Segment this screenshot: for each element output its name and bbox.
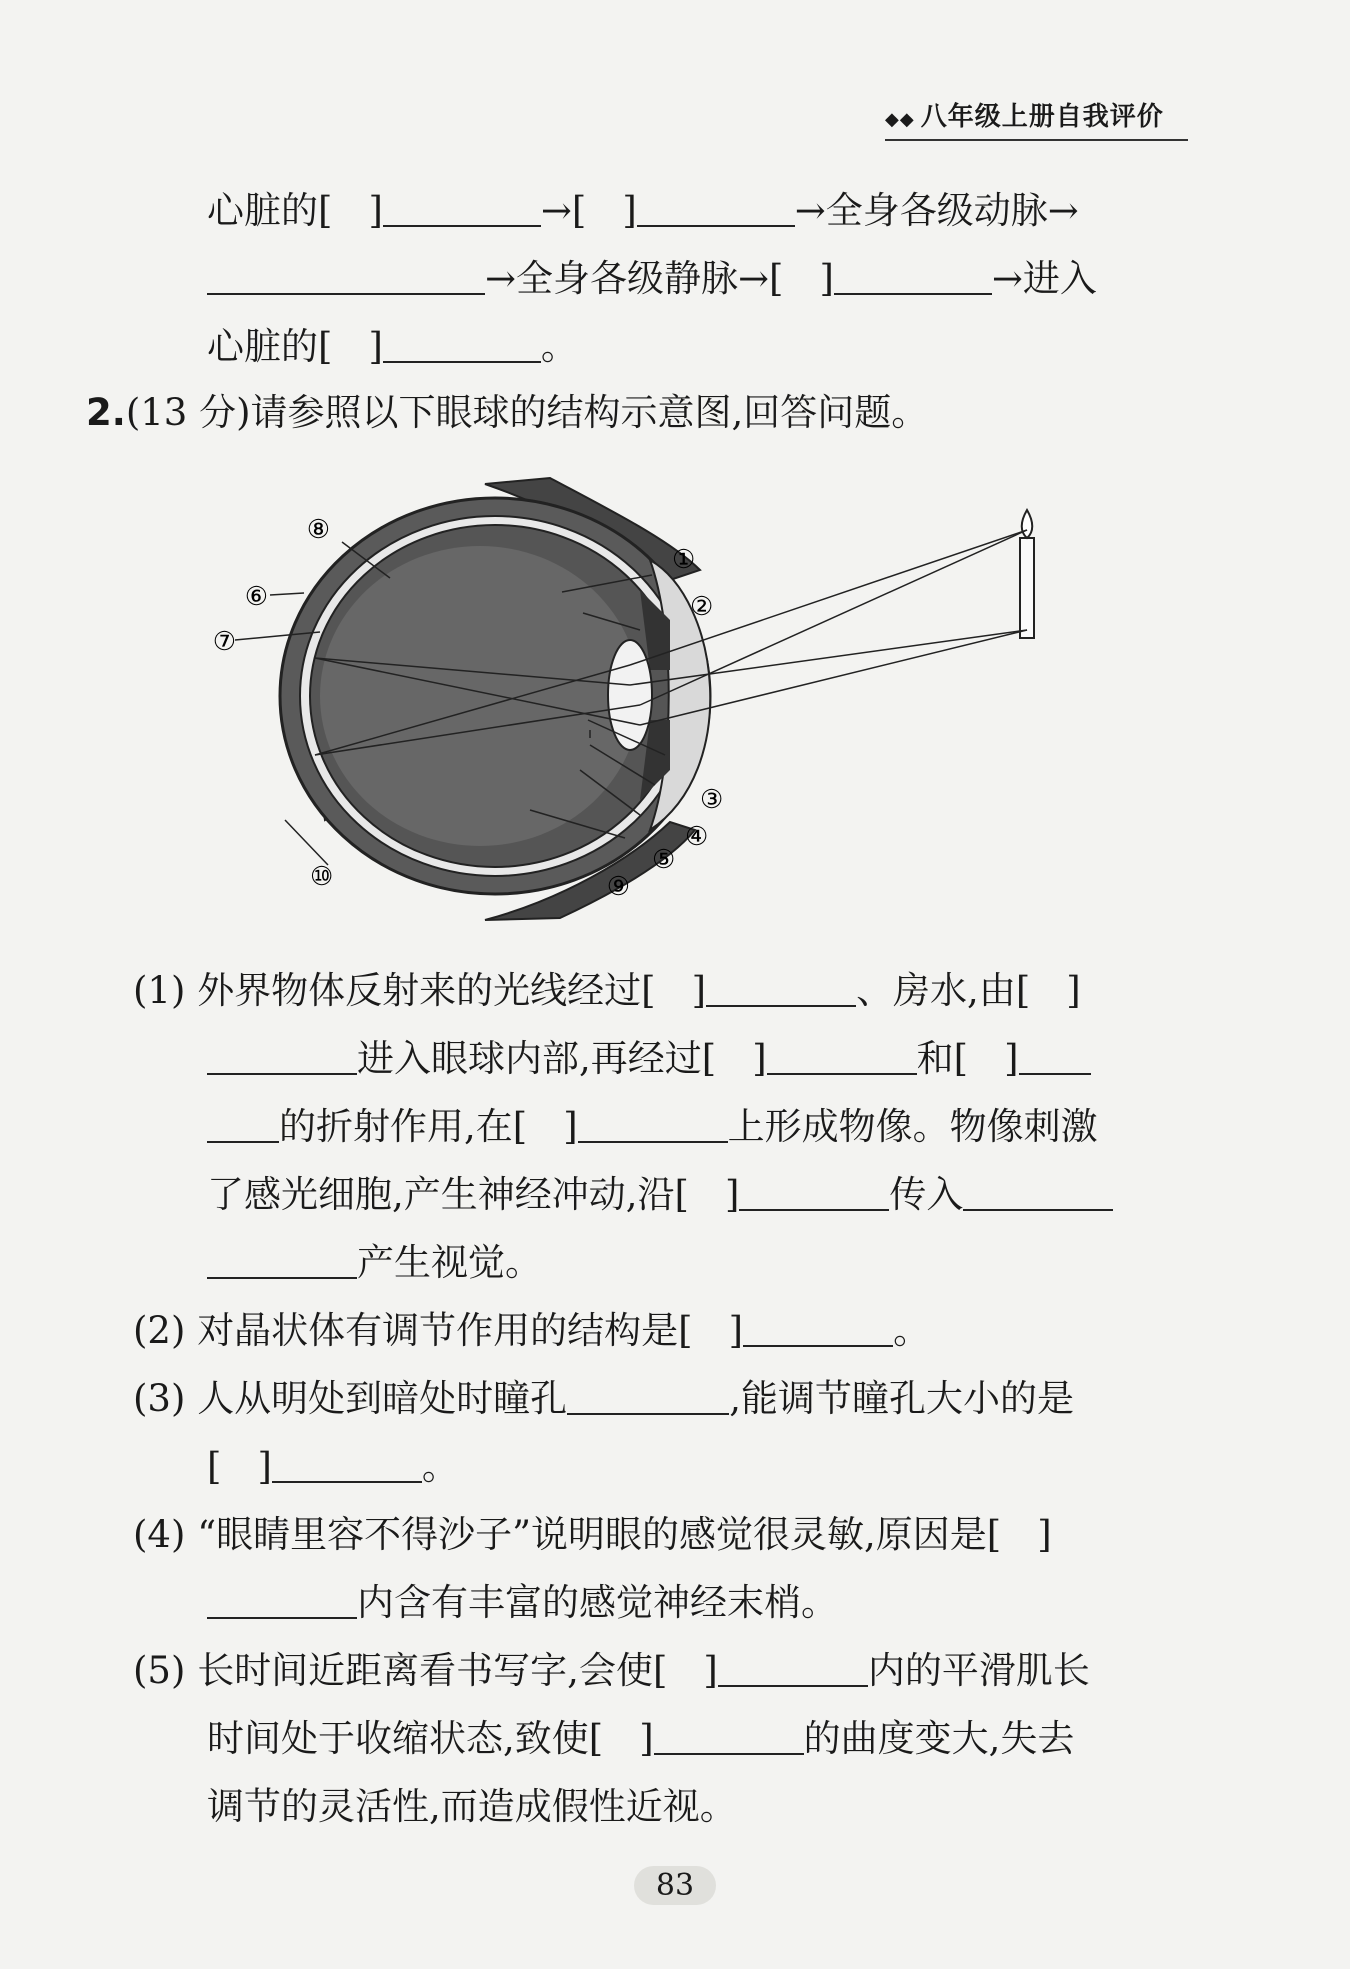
label-9: ⑨ [606, 872, 630, 902]
q2-part-1-line-5: 产生视觉。 [207, 1238, 542, 1288]
q2-part-1-line-4: 了感光细胞,产生神经冲动,沿[ ] 传入 [207, 1170, 1113, 1220]
q2-part-5-line-2: 时间处于收缩状态,致使[ ] 的曲度变大,失去 [207, 1717, 1075, 1760]
answer-blank[interactable] [706, 971, 856, 1007]
label-8: ⑧ [306, 515, 330, 545]
answer-blank[interactable] [1019, 1039, 1091, 1075]
answer-blank[interactable] [767, 1039, 917, 1075]
answer-blank[interactable] [207, 1039, 357, 1075]
q2-stem: 2.(13 分)请参照以下眼球的结构示意图,回答问题。 [86, 391, 929, 434]
q2-part-5-line-1: (5) 长时间近距离看书写字,会使[ ] 内的平滑肌长 [133, 1649, 1090, 1692]
label-3: ③ [700, 785, 724, 815]
q2-part-1-line-2: 进入眼球内部,再经过[ ] 和[ ] [207, 1034, 1091, 1084]
label-1: ① [672, 545, 696, 575]
label-5: ⑤ [652, 845, 676, 875]
answer-blank[interactable] [207, 1583, 357, 1619]
answer-blank[interactable] [383, 327, 541, 363]
answer-blank[interactable] [834, 259, 992, 295]
answer-blank[interactable] [743, 1311, 893, 1347]
answer-blank[interactable] [637, 191, 795, 227]
q2-part-3-line-2: [ ] 。 [207, 1445, 459, 1488]
answer-blank[interactable] [207, 259, 485, 295]
q2-part-4-line-2: 内含有丰富的感觉神经末梢。 [207, 1578, 838, 1628]
label-7: ⑦ [212, 627, 236, 657]
q2-part-3-line-1: (3) 人从明处到暗处时瞳孔 ,能调节瞳孔大小的是 [133, 1377, 1074, 1420]
answer-blank[interactable] [963, 1175, 1113, 1211]
q2-part-4-line-1: (4) “眼睛里容不得沙子”说明眼的感觉很灵敏,原因是[ ] [133, 1513, 1052, 1556]
answer-blank[interactable] [383, 191, 541, 227]
answer-blank[interactable] [739, 1175, 889, 1211]
eyeball-diagram [212, 470, 1070, 930]
label-4: ④ [685, 822, 709, 852]
diamond-icon: ◆◆ [885, 109, 915, 130]
q1-line-2: →全身各级静脉→[ ] →进入 [207, 254, 1097, 304]
q2-part-1-line-1: (1) 外界物体反射来的光线经过[ ] 、房水,由[ ] [133, 969, 1081, 1012]
answer-blank[interactable] [567, 1379, 729, 1415]
q2-part-1-line-3: 的折射作用,在[ ] 上形成物像。物像刺激 [207, 1102, 1098, 1152]
q1-line-1: 心脏的[ ] →[ ] →全身各级动脉→ [207, 189, 1079, 232]
header-title: 八年级上册自我评价 [920, 102, 1164, 132]
label-6: ⑥ [244, 582, 268, 612]
answer-blank[interactable] [207, 1107, 279, 1143]
answer-blank[interactable] [272, 1447, 422, 1483]
page-header [885, 96, 1188, 141]
label-10: ⑩ [310, 862, 334, 892]
q2-part-2: (2) 对晶状体有调节作用的结构是[ ] 。 [133, 1309, 931, 1352]
answer-blank[interactable] [718, 1651, 868, 1687]
label-2: ② [690, 592, 714, 622]
page-number: 83 [0, 1868, 1350, 1903]
q1-line-3: 心脏的[ ] 。 [207, 325, 578, 368]
q2-part-5-line-3: 调节的灵活性,而造成假性近视。 [207, 1785, 737, 1828]
question-number: 2. [86, 391, 126, 434]
answer-blank[interactable] [654, 1719, 804, 1755]
answer-blank[interactable] [207, 1243, 357, 1279]
answer-blank[interactable] [578, 1107, 728, 1143]
